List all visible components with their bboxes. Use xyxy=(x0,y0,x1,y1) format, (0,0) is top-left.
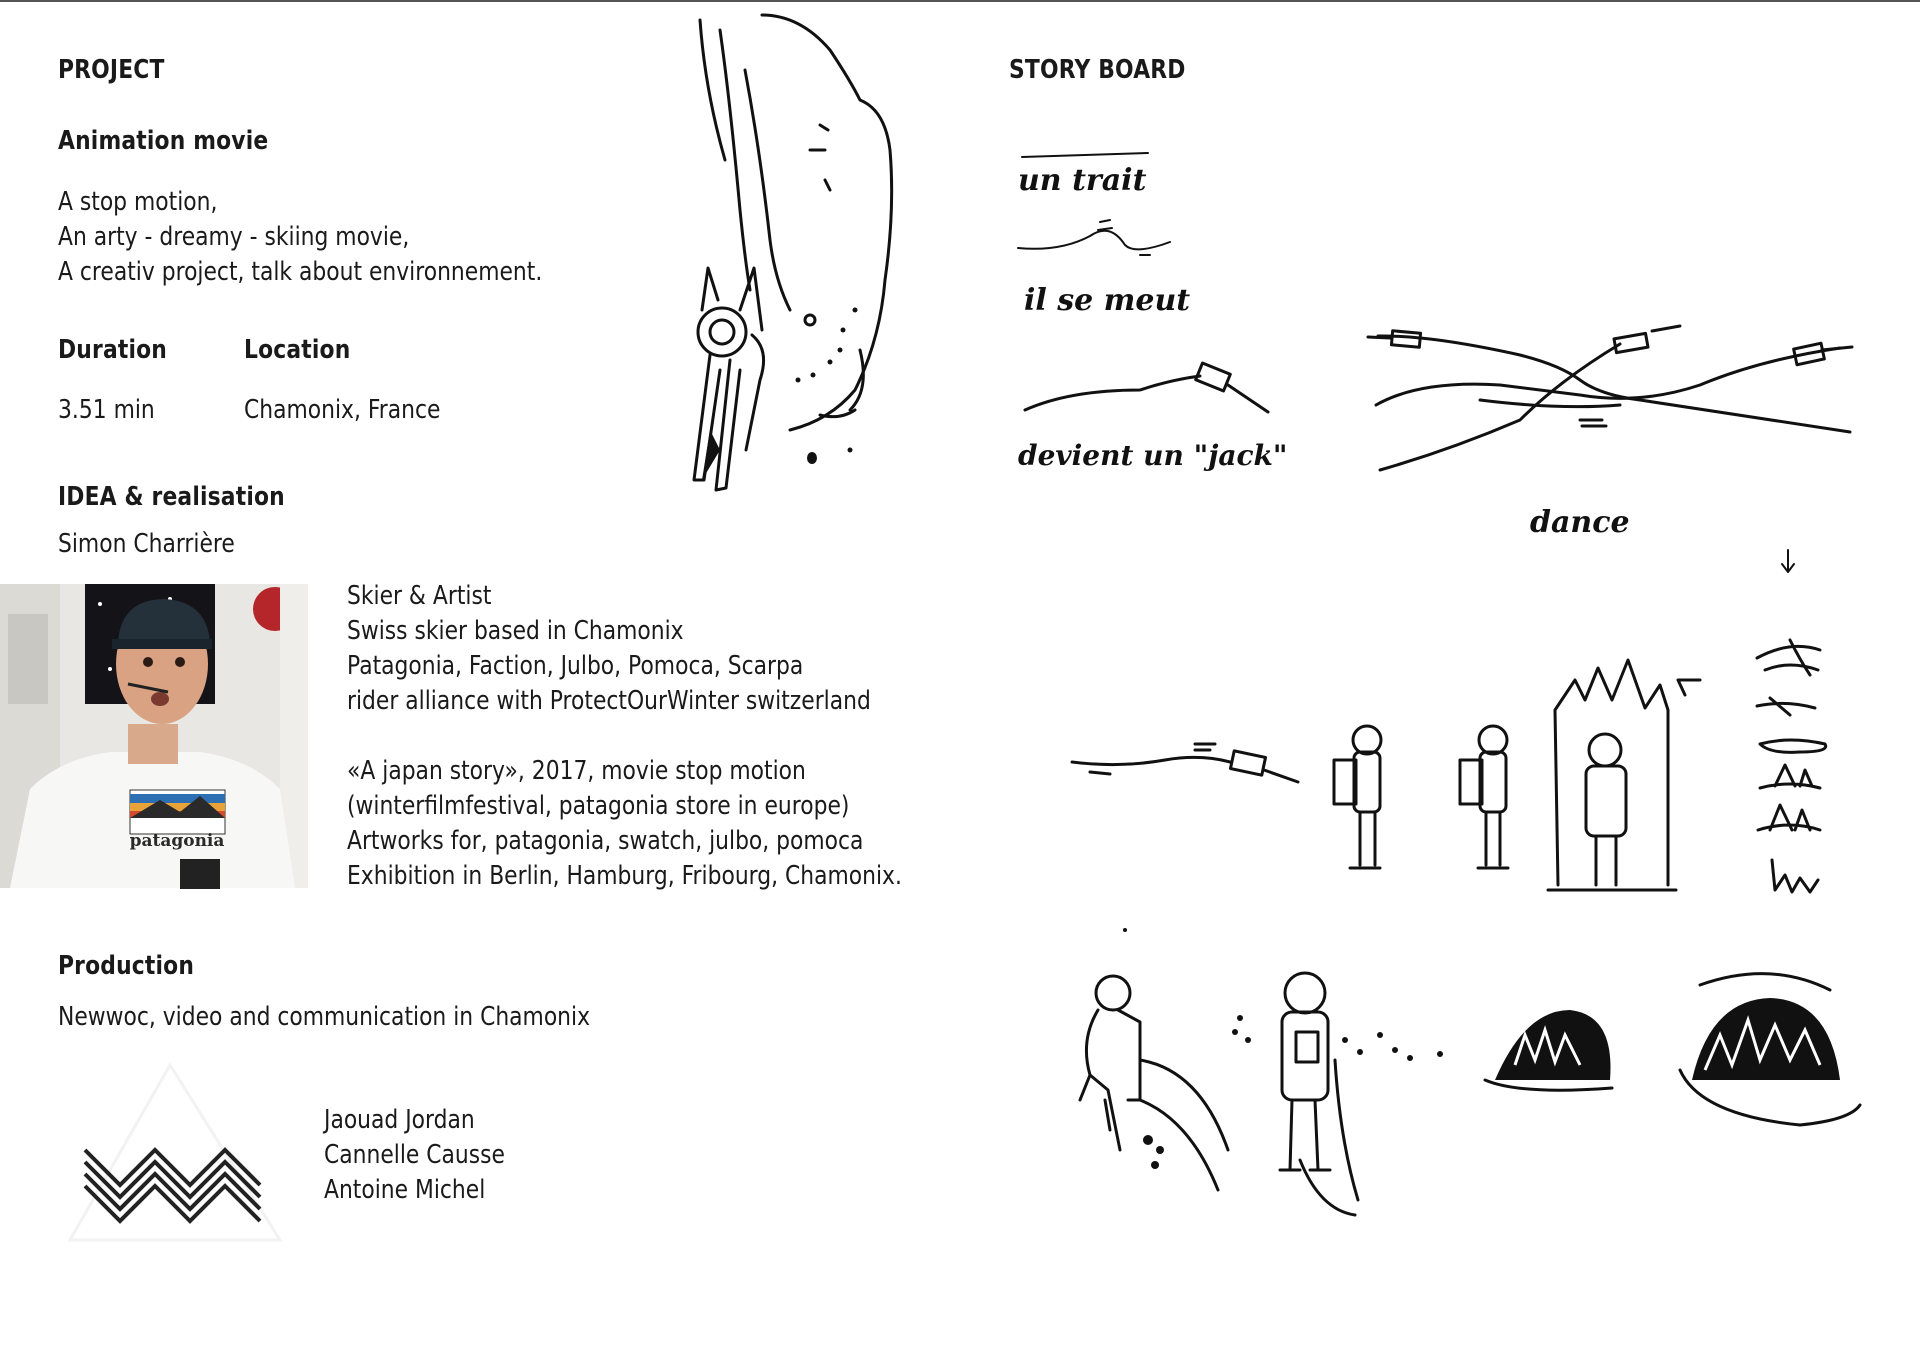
location-label: Location xyxy=(244,335,351,365)
project-description xyxy=(58,185,542,290)
newwoc-logo-icon xyxy=(70,1060,285,1245)
production-company: Newwoc, video and communication in Chamonix xyxy=(58,1002,591,1032)
bio-line: Patagonia, Faction, Julbo, Pomoca, Scarpa xyxy=(347,651,804,681)
bio-line: rider alliance with ProtectOurWinter switzerland xyxy=(347,686,871,716)
storyboard-note: devient un "jack" xyxy=(1018,439,1288,472)
description-line: An arty - dreamy - skiing movie, xyxy=(58,222,410,252)
description-line: A creativ project, talk about environnement. xyxy=(58,257,543,287)
crouching-figure xyxy=(1080,976,1228,1190)
author-works xyxy=(347,754,902,894)
dome-large-icon xyxy=(1680,974,1860,1125)
skier-sketch xyxy=(680,10,920,500)
duration-value: 3.51 min xyxy=(58,395,155,425)
top-border-line xyxy=(0,0,1920,2)
author-photo xyxy=(0,584,308,888)
storyboard-note: il se meut xyxy=(1024,283,1191,318)
description-line: A stop motion, xyxy=(58,187,218,217)
location-value: Chamonix, France xyxy=(244,395,441,425)
works-line: Exhibition in Berlin, Hamburg, Fribourg, Chamonix. xyxy=(347,861,902,891)
figure-2 xyxy=(1460,726,1508,868)
project-subtitle: Animation movie xyxy=(58,126,269,156)
author-name: Simon Charrière xyxy=(58,529,235,559)
works-line: (winterfilmfestival, patagonia store in europe) xyxy=(347,791,850,821)
tower-figure xyxy=(1548,660,1700,890)
project-heading: PROJECT xyxy=(58,55,165,85)
bio-line: Skier & Artist xyxy=(347,581,492,611)
team-member: Jaouad Jordan xyxy=(324,1105,475,1135)
standing-figure xyxy=(1280,973,1358,1200)
storyboard-note: un trait xyxy=(1018,163,1147,198)
author-bio xyxy=(347,579,871,719)
production-team xyxy=(324,1103,505,1208)
storyboard-note: dance xyxy=(1530,505,1630,540)
storyboard-panel xyxy=(1000,140,1880,1240)
works-line: «A japan story», 2017, movie stop motion xyxy=(347,756,806,786)
storyboard-heading: STORY BOARD xyxy=(1009,55,1186,85)
production-heading: Production xyxy=(58,951,195,981)
duration-label: Duration xyxy=(58,335,168,365)
team-member: Antoine Michel xyxy=(324,1175,486,1205)
sequence-icons xyxy=(1757,640,1826,892)
bio-line: Swiss skier based in Chamonix xyxy=(347,616,684,646)
idea-heading: IDEA & realisation xyxy=(58,482,285,512)
team-member: Cannelle Causse xyxy=(324,1140,505,1170)
works-line: Artworks for, patagonia, swatch, julbo, pomoca xyxy=(347,826,864,856)
photo-shirt-text: patagonia xyxy=(129,831,225,851)
figure-1 xyxy=(1334,726,1381,868)
